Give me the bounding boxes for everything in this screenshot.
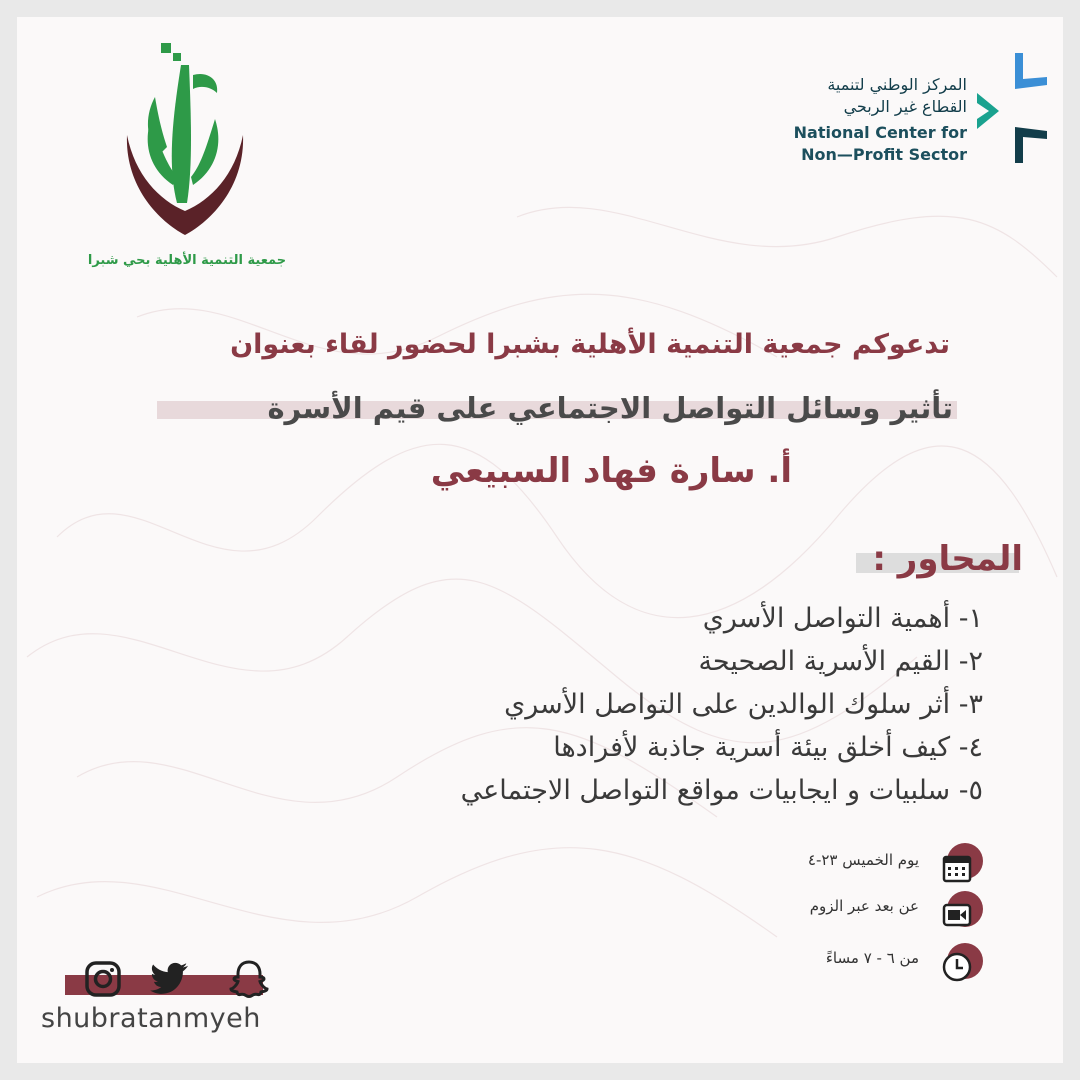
ncnp-arabic-line2: القطاع غير الربحي [843, 97, 967, 116]
video-icon [939, 889, 983, 933]
list-item: ٣- أثر سلوك الوالدين على التواصل الأسري [504, 689, 983, 720]
axes-heading: المحاور : [872, 539, 1023, 579]
speaker-name: أ. سارة فهاد السبيعي [430, 451, 792, 491]
time-text: من ٦ - ٧ مساءً [825, 949, 919, 967]
list-item: ١- أهمية التواصل الأسري [702, 603, 983, 634]
ncnp-english-line2: Non—Profit Sector [801, 145, 967, 164]
time-row [683, 941, 983, 985]
ncnp-english-line1: National Center for [793, 123, 967, 142]
invitation-intro: تدعوكم جمعية التنمية الأهلية بشبرا لحضور لقاء بعنوان [230, 329, 950, 360]
list-item: ٤- كيف أخلق بيئة أسرية جاذبة لأفرادها [553, 732, 983, 763]
axes-heading-block [872, 539, 1023, 579]
ncnp-mark-icon [977, 53, 1047, 163]
social-icons [83, 959, 273, 999]
event-title-block [267, 391, 953, 423]
location-text: عن بعد عبر الزوم [809, 897, 919, 915]
association-name: جمعية التنمية الأهلية بحي شبرا [87, 253, 287, 268]
instagram-icon[interactable] [83, 959, 123, 999]
association-logo [87, 35, 287, 275]
ncnp-arabic-line1: المركز الوطني لتنمية [827, 75, 967, 94]
list-item: ٥- سلبيات و ايجابيات مواقع التواصل الاجتماعي [460, 775, 983, 806]
date-row [683, 843, 983, 887]
axes-list [461, 597, 983, 812]
event-title: تأثير وسائل التواصل الاجتماعي على قيم الأسرة [267, 391, 953, 425]
location-row [683, 889, 983, 933]
list-item: ٢- القيم الأسرية الصحيحة [698, 646, 983, 677]
association-logo-icon [107, 35, 267, 245]
calendar-icon [939, 843, 983, 887]
clock-icon [939, 941, 983, 985]
ncnp-logo [777, 53, 1057, 173]
snapchat-icon[interactable] [229, 959, 269, 999]
poster [17, 17, 1063, 1063]
date-text: يوم الخميس ٢٣-٤ [807, 851, 919, 869]
twitter-icon[interactable] [149, 959, 191, 999]
social-handle: shubratanmyeh [41, 1003, 261, 1034]
